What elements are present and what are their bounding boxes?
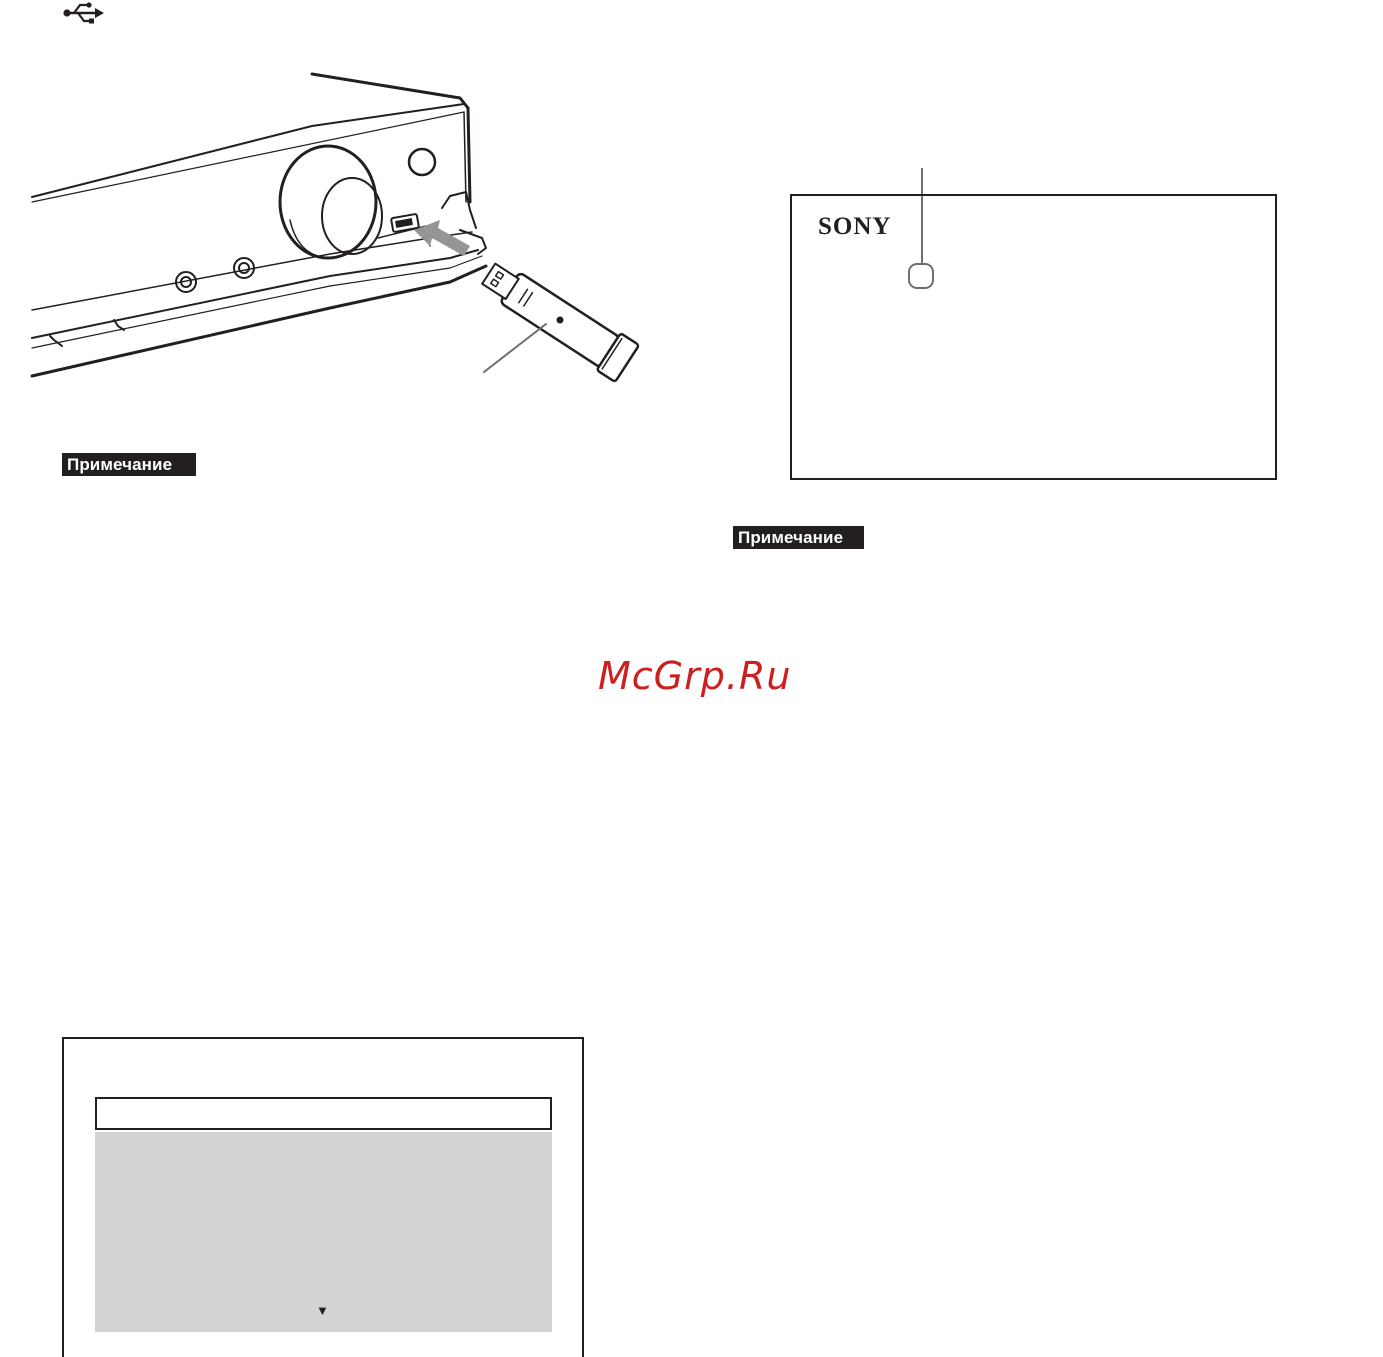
sony-logo: SONY [818, 213, 892, 240]
usb-symbol-icon [62, 0, 108, 26]
screen-list-area [95, 1132, 552, 1332]
scroll-down-icon: ▼ [316, 1303, 329, 1318]
note-badge: Примечание [733, 526, 864, 549]
remote-control-panel [790, 194, 1277, 480]
screen-display-panel [62, 1037, 584, 1357]
receiver-illustration [30, 70, 650, 410]
screen-header-field [95, 1097, 552, 1130]
note-badge: Примечание [62, 453, 196, 476]
watermark: McGrp.Ru [598, 654, 792, 698]
remote-sensor-icon [908, 263, 934, 289]
